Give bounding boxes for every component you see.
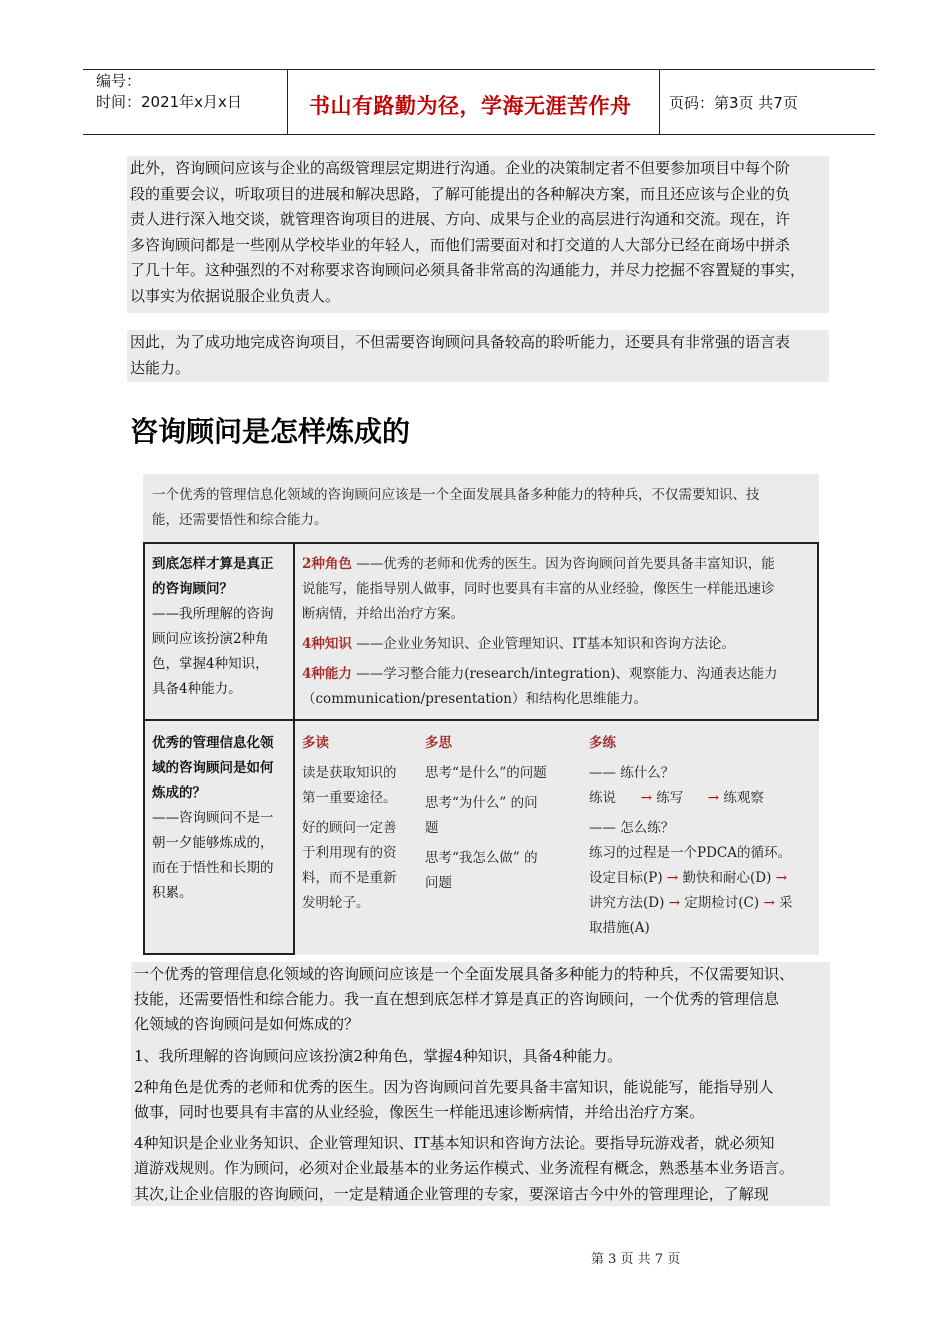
arrow-icon: →	[640, 790, 652, 806]
ability-title: 4种能力	[302, 666, 352, 682]
question-line: 到底怎样才算是真正	[152, 556, 274, 572]
think-item: 思考“是什么”的问题	[425, 765, 547, 781]
box-rule-bottom-left	[143, 953, 295, 955]
question-line: 域的咨询顾问是如何	[152, 760, 274, 776]
roles-line: ——优秀的老师和优秀的医生。因为咨询顾问首先要具备丰富知识，能	[356, 556, 775, 572]
text-line: 责人进行深入地交谈，就管理咨询项目的进展、方向、成果与企业的高层进行沟通和交流。现在，许	[130, 210, 791, 229]
think-item: 思考“为什么” 的问	[425, 795, 538, 811]
question-line: 优秀的管理信息化领	[152, 735, 274, 751]
info-box-intro	[152, 483, 812, 533]
text-line: 道游戏规则。作为顾问，必须对企业最基本的业务运作模式、业务流程有概念，熟悉基本业务语言。	[134, 1159, 795, 1178]
ability-line: ——学习整合能力(research/integration)、观察能力、沟通表达能力	[356, 666, 778, 682]
text-line: 其次,让企业信服的咨询顾问，一定是精通企业管理的专家，要深谙古今中外的管理理论，了解现	[134, 1184, 769, 1203]
serial-label: 编号：	[96, 72, 142, 90]
text-line: 因此，为了成功地完成咨询项目，不但需要咨询顾问具备较高的聆听能力，还要具有非常强的语言表	[130, 333, 791, 351]
box-rule-left	[143, 542, 145, 955]
roles-line: 说能写，能指导别人做事，同时也要具有丰富的从业经验，像医生一样能迅速诊	[302, 581, 775, 597]
arrow-icon: →	[763, 895, 775, 911]
intro-paragraph-2	[127, 330, 829, 382]
intro-paragraph-1	[127, 156, 829, 313]
read-column	[302, 731, 414, 916]
header-top-rule	[83, 69, 875, 70]
text-line: 了几十年。这种强烈的不对称要求咨询顾问必须具备非常高的沟通能力，并尽力挖掘不容置疑的事实，	[130, 261, 806, 280]
arrow-icon: →	[668, 895, 680, 911]
read-line: 读是获取知识的	[302, 765, 397, 781]
read-line: 于利用现有的资	[302, 845, 397, 861]
box-rule-middle	[143, 719, 819, 721]
question-line: 炼成的？	[152, 785, 206, 801]
body-text	[131, 962, 830, 1206]
text-line: 多咨询顾问都是一些刚从学校毕业的年轻人，而他们需要面对和打交道的人大部分已经在商场中拼杀	[130, 235, 791, 254]
cycle-step: 勤快和耐心(D)	[682, 870, 772, 886]
cycle-step: 取措施(A)	[589, 920, 650, 936]
cycle-step: 讲究方法(D)	[589, 895, 665, 911]
cycle-step: 采	[779, 895, 793, 911]
pdca-cycle-line	[589, 891, 815, 916]
knowledge-block	[302, 632, 814, 657]
answer-line: ——咨询顾问不是一	[152, 810, 274, 826]
page-footer: 第 3 页 共 7 页	[591, 1252, 681, 1267]
text-line: 1、我所理解的咨询顾问应该扮演2种角色，掌握4种知识，具备4种能力。	[134, 1046, 623, 1065]
page-header	[83, 69, 875, 135]
knowledge-title: 4种知识	[302, 636, 352, 652]
knowledge-text: ——企业业务知识、企业管理知识、IT基本知识和咨询方法论。	[356, 636, 736, 652]
arrow-icon: →	[707, 790, 720, 806]
read-title: 多读	[302, 735, 329, 751]
ability-block	[302, 662, 814, 687]
section-title: 咨询顾问是怎样炼成的	[130, 415, 411, 448]
read-line: 发明轮子。	[302, 895, 370, 911]
roles-line: 断病情，并给出治疗方案。	[302, 606, 464, 622]
text-line: 以事实为依据说服企业负责人。	[130, 286, 341, 305]
cycle-step: 定期检讨(C)	[684, 895, 760, 911]
header-bottom-rule	[83, 134, 875, 135]
practice-question: —— 练什么？	[589, 765, 675, 781]
text-line: 一个优秀的管理信息化领域的咨询顾问应该是一个全面发展具备多种能力的特种兵，不仅需要知识、技	[152, 487, 760, 503]
row2-question	[152, 731, 292, 906]
answer-line: 具备4种能力。	[152, 681, 242, 697]
box-rule-divider	[293, 542, 295, 955]
step-speak: 练说	[589, 790, 616, 806]
think-item: 思考“我怎么做” 的	[425, 850, 538, 866]
row1-content	[302, 552, 814, 712]
think-column	[425, 731, 575, 896]
answer-line: 色，掌握4种知识，	[152, 656, 269, 672]
date-label: 时间：2021年x月x日	[96, 93, 242, 111]
answer-line: 积累。	[152, 885, 193, 901]
text-line: 此外，咨询顾问应该与企业的高级管理层定期进行沟通。企业的决策制定者不但要参加项目中每个阶	[130, 159, 791, 177]
think-item: 题	[425, 820, 439, 836]
answer-line: ——我所理解的咨询	[152, 606, 274, 622]
roles-block	[302, 552, 814, 577]
row1-question	[152, 552, 292, 702]
practice-title: 多练	[589, 735, 616, 751]
read-line: 第一重要途径。	[302, 790, 397, 806]
practice-steps	[589, 786, 815, 811]
page-label: 页码：第3页 共7页	[669, 94, 798, 112]
text-line: 达能力。	[130, 358, 191, 377]
roles-title: 2种角色	[302, 556, 352, 572]
practice-column	[589, 731, 815, 941]
answer-line: 而在于悟性和长期的	[152, 860, 274, 876]
step-write: 练写	[656, 790, 684, 806]
answer-line: 顾问应该扮演2种角	[152, 631, 269, 647]
ability-line: （communication/presentation）和结构化思维能力。	[302, 691, 647, 707]
text-line: 能，还需要悟性和综合能力。	[152, 512, 328, 528]
text-line: 一个优秀的管理信息化领域的咨询顾问应该是一个全面发展具备多种能力的特种兵，不仅需要知识、	[134, 965, 795, 983]
question-line: 的咨询顾问？	[152, 581, 233, 597]
header-divider-right	[659, 69, 660, 135]
box-rule-top	[143, 542, 819, 544]
text-line: 技能，还需要悟性和综合能力。我一直在想到底怎样才算是真正的咨询顾问，一个优秀的管理信息	[134, 990, 780, 1009]
header-motto: 书山有路勤为径，学海无涯苦作舟	[309, 93, 632, 118]
think-title: 多思	[425, 735, 452, 751]
arrow-icon: →	[775, 870, 787, 886]
text-line: 2种角色是优秀的老师和优秀的医生。因为咨询顾问首先要具备丰富知识，能说能写，能指导别人	[134, 1077, 774, 1096]
think-item: 问题	[425, 875, 452, 891]
text-line: 段的重要会议，听取项目的进展和解决思路，了解可能提出的各种解决方案，而且还应该与企业的负	[130, 184, 791, 203]
text-line: 化领域的咨询顾问是如何炼成的？	[134, 1015, 360, 1034]
pdca-cycle-line	[589, 866, 815, 891]
cycle-step: 设定目标(P)	[589, 870, 663, 886]
step-observe: 练观察	[723, 790, 764, 806]
arrow-icon: →	[666, 870, 679, 886]
practice-pdca: 练习的过程是一个PDCA的循环。	[589, 845, 791, 861]
answer-line: 朝一夕能够炼成的，	[152, 835, 274, 851]
text-line: 做事，同时也要具有丰富的从业经验，像医生一样能迅速诊断病情，并给出治疗方案。	[134, 1103, 705, 1122]
text-line: 4种知识是企业业务知识、企业管理知识、IT基本知识和咨询方法论。要指导玩游戏者，就必须知	[134, 1134, 775, 1153]
header-divider-left	[287, 69, 288, 135]
practice-question: —— 怎么练？	[589, 820, 675, 836]
read-line: 料，而不是重新	[302, 870, 397, 886]
box-rule-right	[817, 542, 819, 721]
read-line: 好的顾问一定善	[302, 820, 397, 836]
